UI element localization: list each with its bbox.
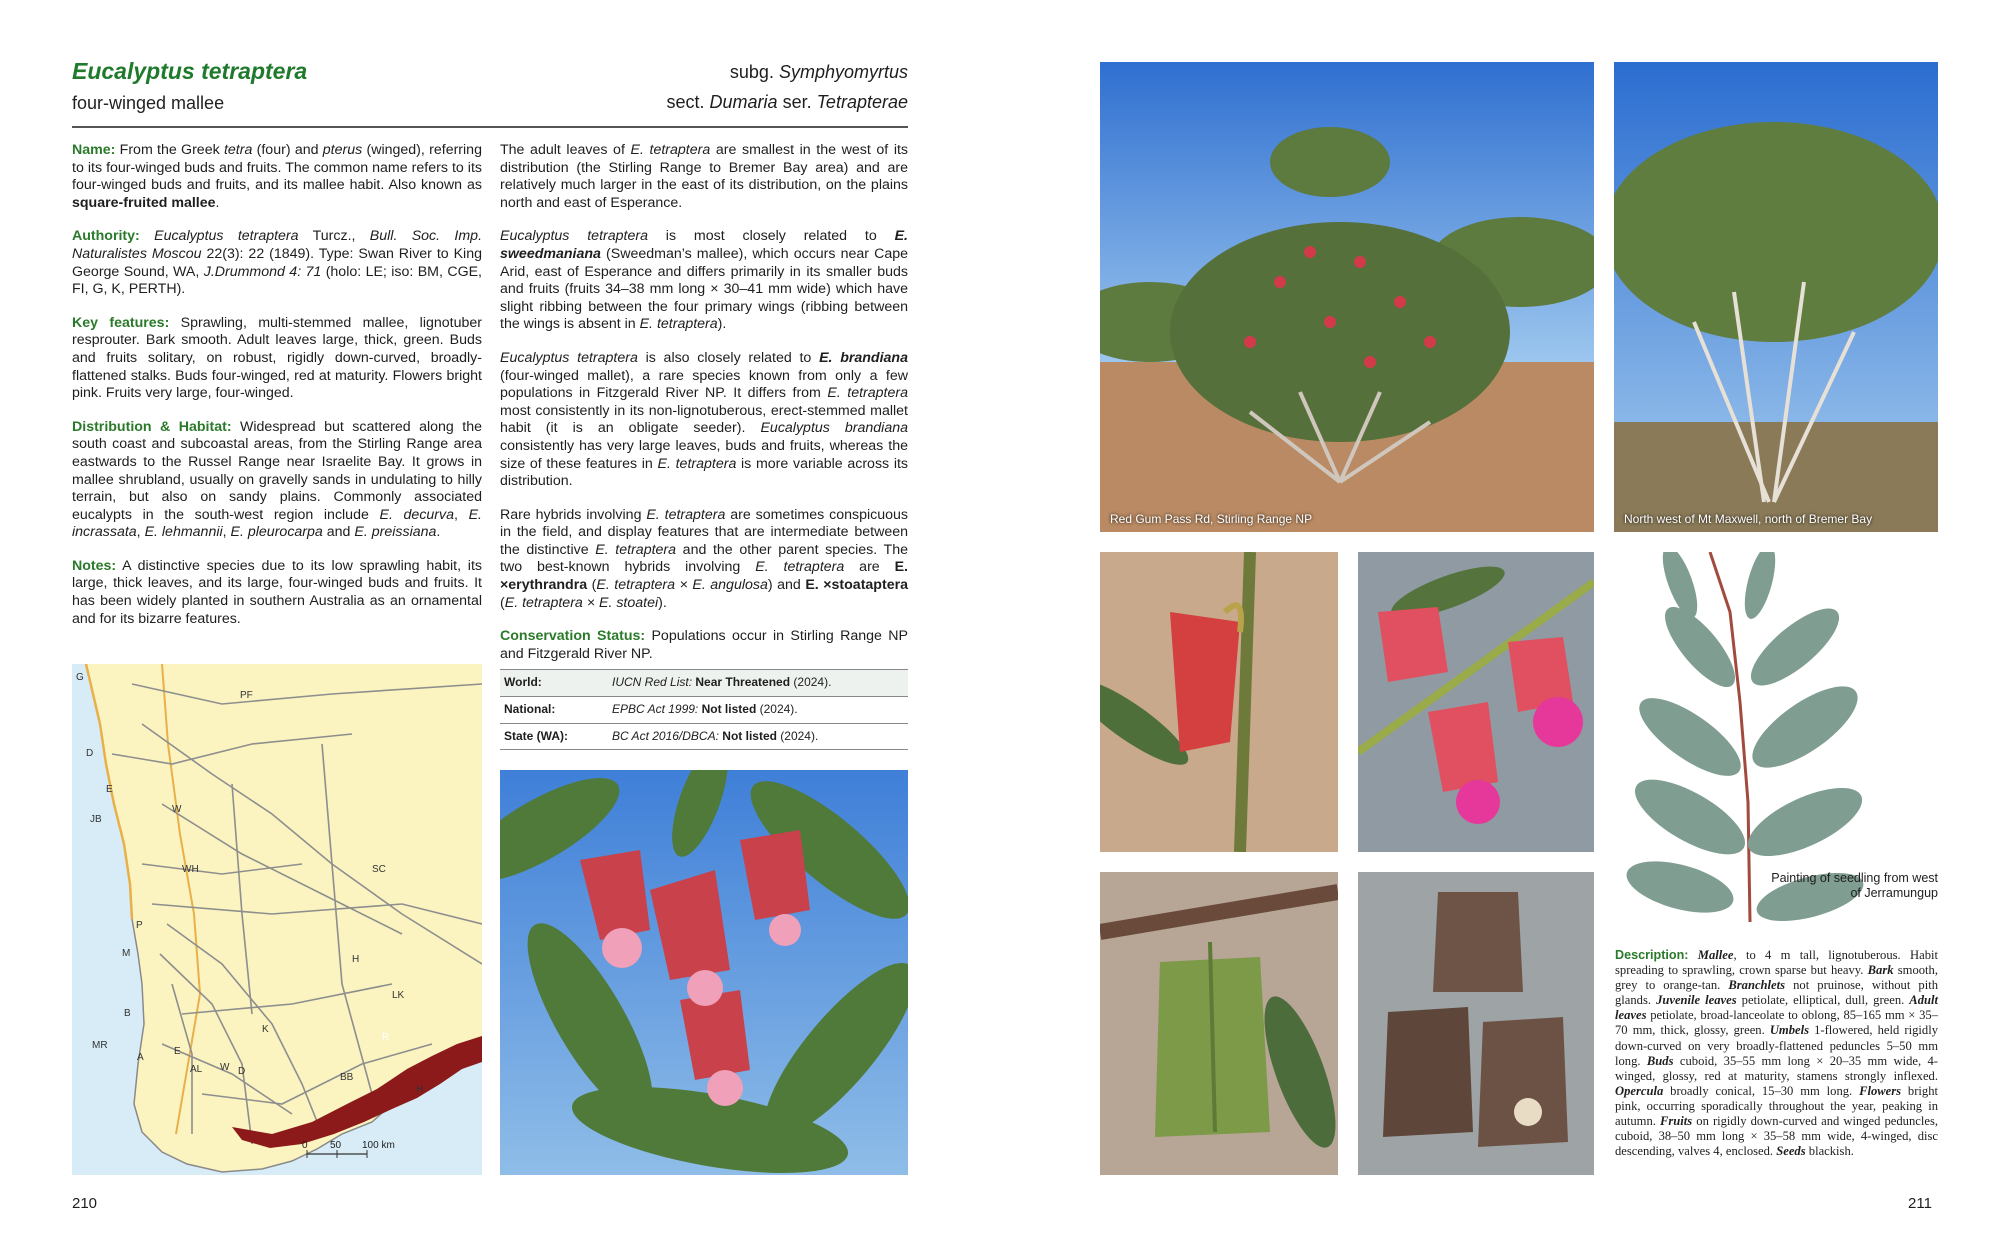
bud-photo-1 xyxy=(1100,552,1338,852)
description-text: bright pink, occurring sporadically throughout the year, peaking in autumn. xyxy=(1615,1083,1939,1129)
habit-photo-maxwell xyxy=(1614,62,1938,532)
description-term: Buds xyxy=(1646,1053,1674,1068)
map-place-label: SC xyxy=(372,864,386,875)
description-text: on rigidly down-curved and winged peduncles, cuboid, 38–50 mm long × 35–58 mm wide, 4-winged, disc descending, valves 4, enclosed. xyxy=(1615,1114,1938,1159)
section-line: sect. Dumaria ser. Tetrapterae xyxy=(666,92,908,112)
map-place-label: WH xyxy=(182,864,199,875)
hybrids-paragraph: Rare hybrids involving E. tetraptera are sometimes conspicuous in the field, and display features that are intermediate between the distinctive E. tetraptera and the other parent species. The two best-known hybrids involving E. tetraptera are E. ×erythrandra (E. tetraptera × E. angulosa) and E. ×stoataptera (E. tetraptera × E. stoatei). xyxy=(500,506,908,611)
flower-photo xyxy=(500,770,908,1175)
scale-label: 50 xyxy=(330,1140,342,1151)
description-paragraph: Description: Mallee, to 4 m tall, lignotuberous. Habit spreading to sprawling, crown sparse but heavy. Bark smooth, grey to orange-tan. Branchlets not pruinose, without pith glands. Juvenile leaves petiolate, elliptical, dull, green. Adult leaves petiolate, broad-lanceolate to oblong, 85–165 mm × 35–70 mm, thick, glossy, green. Umbels 1-flowered, held rigidly down-curved on very broadly-flattened peduncles 5–50 mm long. Buds cuboid, 35–55 mm long × 20–35 mm wide, 4-winged, glossy, red at maturity, stamens strongly inflexed. Opercula broadly conical, 15–30 mm long. Flowers bright pink, occurring sporadically throughout the year, peaking in autumn. Fruits on rigidly down-curved and winged peduncles, cuboid, 38–50 mm long × 35–58 mm wide, 4-winged, disc descending, valves 4, enclosed. Seeds blackish. xyxy=(1615,948,1939,1159)
map-place-label: R xyxy=(382,1032,390,1043)
header-rule xyxy=(72,126,908,128)
description-term: Branchlets xyxy=(1728,978,1786,993)
table-row: World: IUCN Red List: Near Threatened (2024). xyxy=(500,670,908,697)
map-place-label: MR xyxy=(92,1040,108,1051)
description-text: broadly conical, 15–30 mm long. xyxy=(1663,1083,1860,1098)
description-text: 1-flowered, held rigidly down-curved on very broadly-flattened peduncles 5–50 mm long. xyxy=(1615,1023,1938,1068)
map-place-label: B xyxy=(124,1008,131,1019)
brandiana-paragraph: Eucalyptus tetraptera is also closely related to E. brandiana (four-winged mallet), a rare species known from only a few populations in Fitzgerald River NP. It differs from E. tetraptera most consistently in its non-lignotuberous, erect-stemmed mallet habit (it is an obligate seeder). Eucalyptus brandiana consistently has very large leaves, buds and fruits, whereas the size of these features in E. tetraptera is more variable across its distribution. xyxy=(500,349,909,490)
map-place-label: D xyxy=(86,748,94,759)
notes-paragraph: Notes: A distinctive species due to its low sprawling habit, its large, thick leaves, and its large, four-winged buds and fruits. It has been widely planted in southern Australia as an ornamental and for its bizarre features. xyxy=(72,557,482,627)
description-text xyxy=(1688,948,1697,962)
map-place-label: E xyxy=(106,784,113,795)
map-place-label: JB xyxy=(90,814,102,825)
description-text: cuboid, 35–55 mm long × 20–35 mm wide, 4-winged, glossy, red at maturity, stamens strongly inflexed. xyxy=(1615,1053,1938,1083)
map-place-label: H xyxy=(352,954,360,965)
map-place-label: PF xyxy=(240,690,253,701)
description-term: Umbels xyxy=(1769,1023,1810,1038)
painting-caption: Painting of seedling from west of Jerramungup xyxy=(1771,871,1938,900)
distribution-map xyxy=(72,664,482,1175)
table-row: National: EPBC Act 1999: Not listed (2024). xyxy=(500,697,908,724)
map-place-label: W xyxy=(172,804,182,815)
description-text: smooth, grey to orange-tan. xyxy=(1615,963,1938,993)
habit-photo-stirling xyxy=(1100,62,1594,532)
description-term: Seeds xyxy=(1776,1144,1806,1159)
map-place-label: E xyxy=(174,1046,181,1057)
conservation-paragraph: Conservation Status: Populations occur in Stirling Range NP and Fitzgerald River NP. xyxy=(500,628,908,662)
map-place-label: W xyxy=(220,1062,230,1073)
map-place-label: D xyxy=(238,1066,246,1077)
authority-paragraph: Authority: Eucalyptus tetraptera Turcz., Bull. Soc. Imp. Naturalistes Moscou 22(3): 22 (1849). Type: Swan River to King George Sound, WA, J.Drummond 4: 71 (holo: LE; iso: BM, CGE, FI, G, K, PERTH). xyxy=(72,228,483,298)
page-number-left: 210 xyxy=(72,1195,98,1212)
map-place-label: BB xyxy=(340,1072,354,1083)
map-place-label: K xyxy=(262,1024,269,1035)
name-paragraph: Name: From the Greek tetra (four) and pterus (winged), referring to its four-winged buds and fruits. The common name refers to its four-winged buds and fruits, and its mallee habit. Also known as square-fruited mallee. xyxy=(72,142,482,211)
distribution-paragraph: Distribution & Habitat: Widespread but scattered along the south coast and subcoastal areas, from the Stirling Range area eastwards to the Russel Range near Israelite Bay. It grows in mallee shrubland, usually on gravelly sands in undulating to hilly terrain, but also on sandy plains. Commonly associated eucalypts in the south-west region include E. decurva, E. incrassata, E. lehmannii, E. pleurocarpa and E. preissiana. xyxy=(72,418,482,541)
page-number-right: 211 xyxy=(1908,1195,1932,1212)
photo-caption: Red Gum Pass Rd, Stirling Range NP xyxy=(1110,512,1313,526)
map-place-label: LK xyxy=(392,990,405,1001)
description-term: Flowers xyxy=(1859,1083,1902,1098)
description-text: petiolate, broad-lanceolate to oblong, 85–165 mm × 35–70 mm, thick, glossy, green. xyxy=(1615,1008,1938,1038)
conservation-table xyxy=(500,669,908,750)
leaves-paragraph: The adult leaves of E. tetraptera are smallest in the west of its distribution (the Stirling Range to Bremer Bay area) and are relatively much larger in the east of its distribution, on the plains north and east of Esperance. xyxy=(500,142,909,211)
description-term: Bark xyxy=(1867,963,1894,978)
subgenus-line: subg. Symphyomyrtus xyxy=(729,62,908,82)
description-text: petiolate, elliptical, dull, green. xyxy=(1736,993,1910,1008)
key-features-paragraph: Key features: Sprawling, multi-stemmed mallee, lignotuber resprouter. Bark smooth. Adult leaves large, thick, green. Buds and fruits solitary, on robust, rigidly down-curved, broadly-flattened stalks. Buds four-winged, red at maturity. Flowers bright pink. Fruits very large, four-winged. xyxy=(72,314,482,402)
description-term: Fruits xyxy=(1660,1114,1693,1129)
fruit-photo-green xyxy=(1100,872,1338,1175)
map-place-label: M xyxy=(122,948,131,959)
right-text-column xyxy=(500,142,908,750)
flower-photo-2 xyxy=(1358,552,1594,852)
species-title: Eucalyptus tetraptera xyxy=(72,58,308,84)
description-text: blackish. xyxy=(1805,1144,1854,1159)
description-term: Adult leaves xyxy=(1615,993,1938,1023)
map-place-label: H xyxy=(416,1084,424,1095)
description-term: Opercula xyxy=(1615,1083,1664,1098)
description-term: Juvenile leaves xyxy=(1656,993,1737,1008)
map-place-label: AL xyxy=(190,1064,203,1075)
common-name: four-winged mallee xyxy=(72,93,225,113)
description-term: Mallee xyxy=(1697,948,1734,962)
description-text: , to 4 m tall, lignotuberous. Habit spreading to sprawling, crown sparse but heavy. xyxy=(1615,948,1938,978)
description-text: not pruinose, without pith glands. xyxy=(1615,978,1938,1008)
left-text-column xyxy=(72,142,482,644)
photo-caption: North west of Mt Maxwell, north of Bremer Bay xyxy=(1624,512,1873,526)
map-place-label: P xyxy=(136,920,143,931)
fruit-photo-dry xyxy=(1358,872,1594,1175)
scale-label: 100 km xyxy=(362,1140,395,1151)
scale-label: 0 xyxy=(302,1140,308,1151)
table-row: State (WA): BC Act 2016/DBCA: Not listed (2024). xyxy=(500,723,908,750)
map-place-label: A xyxy=(137,1052,144,1063)
map-place-label: G xyxy=(76,672,84,683)
sweedmaniana-paragraph: Eucalyptus tetraptera is most closely related to E. sweedmaniana (Sweedman’s mallee), which occurs near Cape Arid, east of Esperance and differs primarily in its smaller buds and fruits (fruits 34–38 mm long × 30–41 mm wide) which have slight ribbing between the four primary wings (ribbing between the wings is absent in E. tetraptera). xyxy=(500,228,908,333)
